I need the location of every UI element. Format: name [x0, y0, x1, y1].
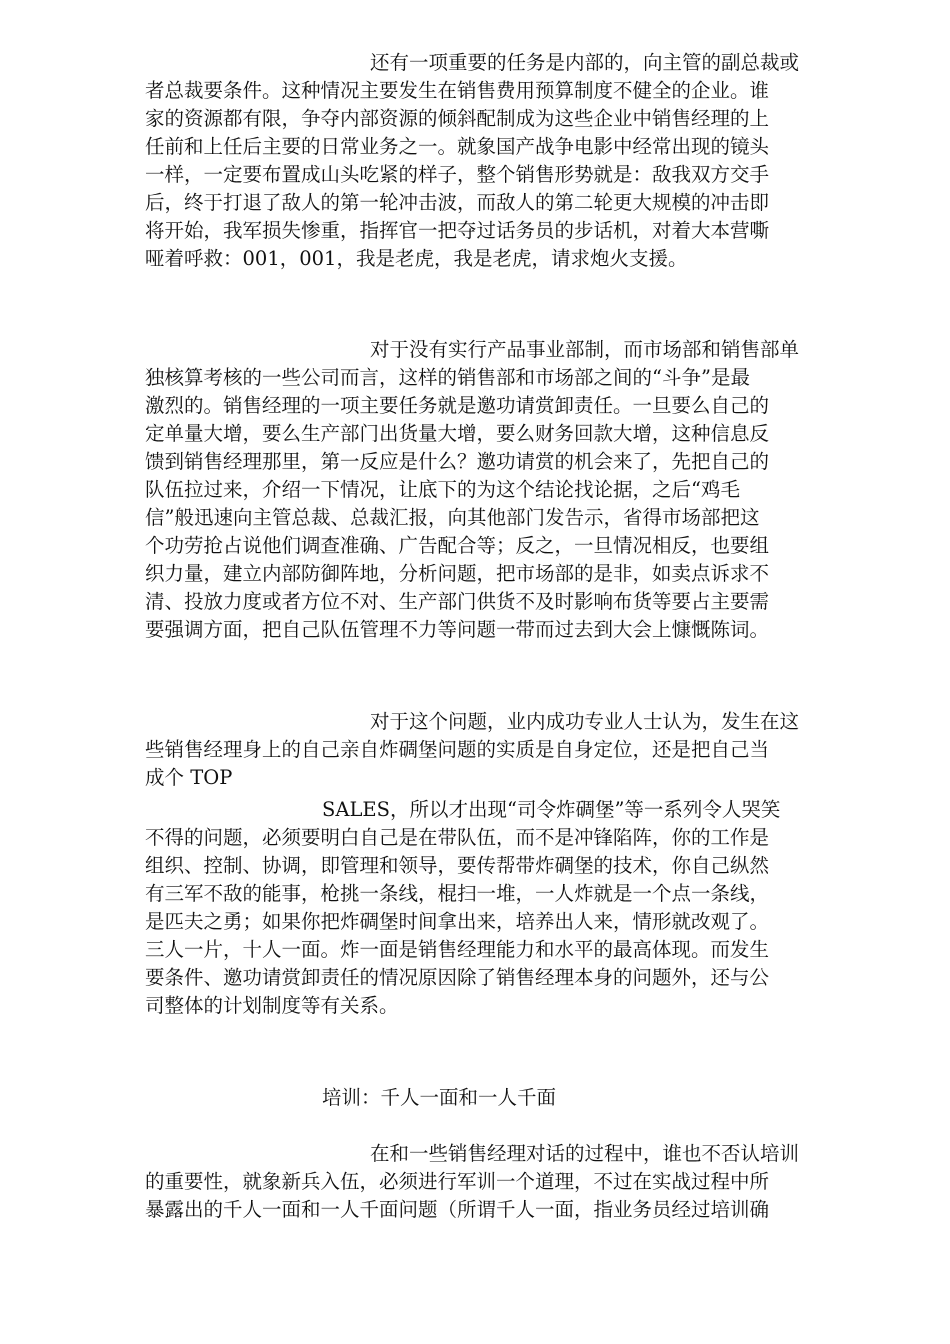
text-line: 要强调方面，把自己队伍管理不力等问题一带而过去到大会上慷慨陈词。: [145, 618, 770, 641]
text-line: 些销售经理身上的自己亲自炸碉堡问题的实质是自身定位，还是把自己当: [145, 738, 770, 761]
text-line: 织力量，建立内部防御阵地，分析问题，把市场部的是非，如卖点诉求不: [145, 562, 770, 585]
text-line: 独核算考核的一些公司而言，这样的销售部和市场部之间的“斗争”是最: [145, 366, 750, 389]
text-line: 信”般迅速向主管总裁、总裁汇报，向其他部门发告示，省得市场部把这: [145, 506, 760, 529]
text-line: 队伍拉过来，介绍一下情况，让底下的为这个结论找论据，之后“鸡毛: [145, 478, 740, 501]
text-line: 激烈的。销售经理的一项主要任务就是邀功请赏卸责任。一旦要么自己的: [145, 394, 770, 417]
text-line: 成个 TOP: [145, 766, 233, 789]
text-line: 者总裁要条件。这种情况主要发生在销售费用预算制度不健全的企业。谁: [145, 79, 770, 102]
text-line: 清、投放力度或者方位不对、生产部门供货不及时影响布货等要占主要需: [145, 590, 770, 613]
section-heading: 培训：千人一面和一人千面: [322, 1086, 557, 1109]
text-line: 的重要性，就象新兵入伍，必须进行军训一个道理，不过在实战过程中所: [145, 1170, 770, 1193]
text-line: 对于这个问题，业内成功专业人士认为，发生在这: [370, 710, 800, 733]
text-line: 是匹夫之勇；如果你把炸碉堡时间拿出来，培养出人来，情形就改观了。: [145, 910, 770, 933]
text-line: 定单量大增，要么生产部门出货量大增，要么财务回款大增，这种信息反: [145, 422, 770, 445]
text-line: 任前和上任后主要的日常业务之一。就象国产战争电影中经常出现的镜头: [145, 135, 770, 158]
text-line: 暴露出的千人一面和一人千面问题（所谓千人一面，指业务员经过培训确: [145, 1198, 770, 1221]
text-line: 还有一项重要的任务是内部的，向主管的副总裁或: [370, 51, 800, 74]
text-line: 馈到销售经理那里，第一反应是什么？邀功请赏的机会来了，先把自己的: [145, 450, 770, 473]
text-line: 三人一片，十人一面。炸一面是销售经理能力和水平的最高体现。而发生: [145, 938, 770, 961]
text-line: 要条件、邀功请赏卸责任的情况原因除了销售经理本身的问题外，还与公: [145, 966, 770, 989]
text-line: 一样，一定要布置成山头吃紧的样子，整个销售形势就是：敌我双方交手: [145, 163, 770, 186]
text-line: SALES，所以才出现“司令炸碉堡”等一系列令人哭笑: [322, 798, 781, 821]
text-line: 后，终于打退了敌人的第一轮冲击波，而敌人的第二轮更大规模的冲击即: [145, 191, 770, 214]
text-line: 家的资源都有限，争夺内部资源的倾斜配制成为这些企业中销售经理的上: [145, 107, 770, 130]
text-line: 有三军不敌的能事，枪挑一条线，棍扫一堆，一人炸就是一个点一条线，: [145, 882, 770, 905]
text-line: 哑着呼救：001，001，我是老虎，我是老虎，请求炮火支援。: [145, 247, 688, 270]
text-line: 在和一些销售经理对话的过程中，谁也不否认培训: [370, 1142, 800, 1165]
text-line: 组织、控制、协调，即管理和领导，要传帮带炸碉堡的技术，你自己纵然: [145, 854, 770, 877]
text-line: 对于没有实行产品事业部制，而市场部和销售部单: [370, 338, 800, 361]
text-line: 不得的问题，必须要明白自己是在带队伍，而不是冲锋陷阵，你的工作是: [145, 826, 770, 849]
text-line: 司整体的计划制度等有关系。: [145, 994, 399, 1017]
text-line: 个功劳抢占说他们调查准确、广告配合等；反之，一旦情况相反，也要组: [145, 534, 770, 557]
text-line: 将开始，我军损失惨重，指挥官一把夺过话务员的步话机，对着大本营嘶: [145, 219, 770, 242]
